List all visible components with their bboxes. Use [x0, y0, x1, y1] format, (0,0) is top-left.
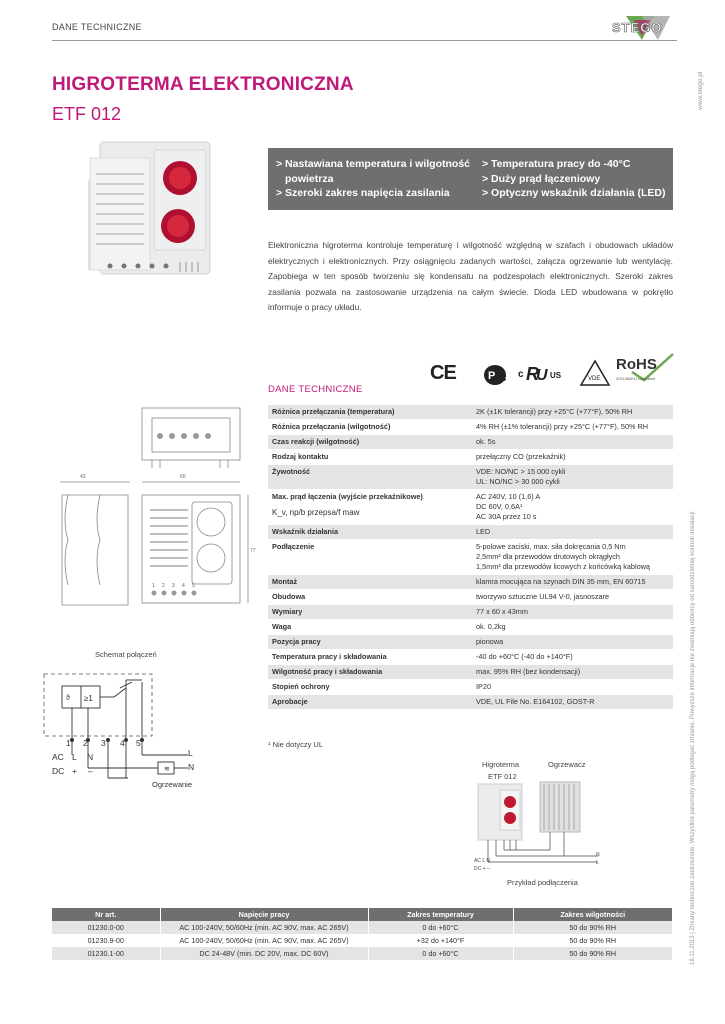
spec-label-cell — [268, 695, 472, 710]
spec-value-cell — [472, 540, 673, 575]
spec-row — [268, 450, 673, 465]
ul-c-mark: c — [518, 369, 524, 380]
spec-value-cell — [472, 490, 673, 525]
vde-icon — [580, 360, 610, 386]
spec-value: 1,5mm² dla przewodów licowych z końcówką kablową — [476, 562, 650, 571]
order-cell: 01230.9-00 — [52, 934, 160, 947]
spec-value-cell — [472, 620, 673, 635]
spec-row — [268, 650, 673, 665]
ul-icon — [526, 362, 550, 384]
schematic-plus: + — [72, 766, 77, 776]
schematic-l: L — [72, 752, 77, 762]
order-cell: 01230.1-00 — [52, 947, 160, 960]
header-rule — [52, 40, 677, 41]
order-cell: 50 do 90% RH — [513, 934, 673, 947]
spec-value: ok. 0,2kg — [476, 622, 506, 631]
spec-label: Pozycja pracy — [272, 637, 321, 646]
product-photo — [88, 140, 220, 288]
feature-item: > Duży prąd łączeniowy — [482, 172, 601, 185]
order-cell: 0 do +60°C — [368, 921, 513, 934]
order-row — [52, 934, 673, 947]
svg-text:R: R — [526, 364, 539, 384]
spec-value-cell — [472, 420, 673, 435]
svg-text:VDE: VDE — [588, 376, 601, 382]
spec-value-cell — [472, 435, 673, 450]
spec-row — [268, 575, 673, 590]
spec-value: 4% RH (±1% tolerancji) przy +25°C (+77°F), 50% RH — [476, 422, 649, 431]
svg-text:≋: ≋ — [164, 766, 170, 773]
spec-label-cell — [268, 650, 472, 665]
spec-value: IP20 — [476, 682, 492, 691]
schematic-out-l: L — [188, 748, 193, 758]
spec-row — [268, 680, 673, 695]
schematic-ac: AC — [52, 752, 64, 762]
spec-label-cell — [268, 465, 472, 490]
heater-label: Ogrzewanie — [152, 780, 193, 789]
spec-label-cell — [268, 620, 472, 635]
order-table — [52, 908, 673, 960]
spec-value: UL: NO/NC > 30 000 cykli — [476, 477, 560, 486]
spec-label: Obudowa — [272, 592, 306, 601]
example-heater-label: Ogrzewacz — [548, 760, 586, 769]
spec-value: VDE: NO/NC > 15 000 cykli — [476, 467, 566, 476]
spec-label-cell — [268, 590, 472, 605]
spec-row — [268, 540, 673, 575]
spec-value-cell — [472, 680, 673, 695]
rohs-note: 2011/65/EU compliant — [616, 376, 656, 381]
spec-value-cell — [472, 525, 673, 540]
order-cell: AC 100-240V, 50/60Hz (min. AC 90V, max. AC 265V) — [160, 921, 368, 934]
spec-label-cell — [268, 680, 472, 695]
feature-box — [268, 148, 673, 210]
order-cell: 50 do 90% RH — [513, 947, 673, 960]
page-title: HIGROTERMA ELEKTRONICZNA — [52, 74, 354, 95]
example-dc: DC + – — [474, 866, 490, 872]
dim-width: 60 — [180, 474, 186, 480]
spec-row — [268, 665, 673, 680]
spec-label-cell — [268, 405, 472, 420]
spec-value-cell — [472, 465, 673, 490]
svg-text:≥1: ≥1 — [84, 694, 93, 703]
feature-item: > Temperatura pracy do -40°C — [482, 158, 631, 170]
schematic-terminal: 3 — [101, 738, 106, 748]
example-n: N — [596, 852, 600, 858]
schematic-terminal: 1 — [66, 738, 71, 748]
gost-icon — [484, 364, 510, 386]
spec-value-cell — [472, 635, 673, 650]
order-cell: AC 100-240V, 50/60Hz (min. AC 90V, max. AC 265V) — [160, 934, 368, 947]
spec-label-cell — [268, 490, 472, 525]
spec-value: AC 30A przez 10 s — [476, 512, 537, 521]
spec-row — [268, 605, 673, 620]
schematic-dc: DC — [52, 766, 65, 776]
ul-us-mark: US — [550, 371, 562, 380]
drawing-terminal: 4 — [182, 583, 185, 589]
order-cell: 0 do +60°C — [368, 947, 513, 960]
svg-text:ϑ: ϑ — [66, 695, 70, 702]
spec-value: AC 240V, 10 (1,6) A — [476, 492, 541, 501]
spec-value: DC 60V, 0,6A¹ — [476, 502, 523, 511]
feature-list-right — [482, 157, 672, 201]
order-header: Napięcie pracy — [160, 908, 368, 921]
svg-text:U: U — [536, 367, 548, 384]
spec-value-cell — [472, 575, 673, 590]
spec-value: VDE, UL File No. E164102, GOST-R — [476, 697, 595, 706]
spec-label: Różnica przełączania (temperatura) — [272, 407, 395, 416]
spec-value: 2,5mm² dla przewodów drutowych okrągłych — [476, 552, 620, 561]
spec-label: Max. prąd łączenia (wyjście przekaźnikowe) — [272, 492, 423, 501]
spec-label-cell — [268, 540, 472, 575]
spec-value-cell — [472, 650, 673, 665]
spec-label-cell — [268, 575, 472, 590]
spec-label: Różnica przełączania (wilgotność) — [272, 422, 391, 431]
order-header: Zakres wilgotności — [513, 908, 673, 921]
spec-label-cell — [268, 635, 472, 650]
example-device-label: Higroterma — [482, 760, 520, 769]
side-disclaimer: 18.11.2013 | Zmiany techniczne zastrzeżone. Wszystkie parametry mogą podlegać zmianie. Powyższe informacje nie zwalniają odbiorcy od samodzielnej kontroli instalacji. — [690, 510, 696, 965]
spec-value-cell — [472, 665, 673, 680]
spec-label: Rodzaj kontaktu — [272, 452, 329, 461]
spec-row — [268, 420, 673, 435]
spec-value: ok. 5s — [476, 437, 496, 446]
order-header: Nr art. — [52, 908, 160, 921]
logo-text: STEGO — [612, 20, 663, 35]
spec-label: Wskaźnik działania — [272, 527, 339, 536]
order-cell: 01230.0-00 — [52, 921, 160, 934]
spec-label: Żywotność — [272, 467, 311, 476]
drawing-terminal: 1 — [152, 583, 155, 589]
spec-label-cell — [268, 605, 472, 620]
spec-label: Wilgotność pracy i składowania — [272, 667, 383, 676]
drawing-terminal: 5 — [192, 583, 195, 589]
product-description: Elektroniczna higroterma kontroluje temperaturę i wilgotność względną w szafach i obudowach układów elektrycznych i elektronicznych. Przy osiągnięciu zadanych wartości, załącza ogrzewanie lub wentylację. Zapobiega w ten sposób tworzeniu się kondensatu na podzespołach elektronicznych. Szeroki zakres zasilania pozwala na zastosowanie urządzenia na całym świecie. Dioda LED wbudowana w pokrętło informuje o pracy układu. — [268, 240, 673, 312]
dim-depth: 43 — [80, 474, 86, 480]
spec-row — [268, 525, 673, 540]
spec-label-cell — [268, 665, 472, 680]
spec-label: Czas reakcji (wilgotność) — [272, 437, 360, 446]
spec-value: max. 95% RH (bez kondensacji) — [476, 667, 581, 676]
schematic-title: Schemat połączeń — [95, 650, 157, 659]
spec-label: Wymiary — [272, 607, 303, 616]
order-cell: 50 do 90% RH — [513, 921, 673, 934]
feature-item: > Optyczny wskaźnik działania (LED) — [482, 187, 666, 199]
certification-logos — [430, 352, 675, 392]
order-cell: +32 do +140°F — [368, 934, 513, 947]
spec-value: pionowa — [476, 637, 504, 646]
spec-row — [268, 620, 673, 635]
spec-value: tworzywo sztuczne UL94 V-0, jasnoszare — [476, 592, 610, 601]
order-header: Zakres temperatury — [368, 908, 513, 921]
spec-label: Temperatura pracy i składowania — [272, 652, 387, 661]
dimension-drawing — [60, 400, 255, 605]
example-device-model: ETF 012 — [488, 772, 517, 781]
spec-value: LED — [476, 527, 491, 536]
example-caption: Przykład podłączenia — [507, 878, 578, 887]
example-l: L — [596, 860, 599, 866]
page-subtitle: ETF 012 — [52, 104, 122, 124]
spec-value-cell — [472, 450, 673, 465]
spec-value: klamra mocująca na szynach DIN 35 mm, EN 60715 — [476, 577, 646, 586]
spec-label-cell — [268, 450, 472, 465]
spec-section-title: DANE TECHNICZNE — [268, 384, 363, 395]
spec-value-cell — [472, 405, 673, 420]
order-row — [52, 921, 673, 934]
spec-value-cell — [472, 605, 673, 620]
wiring-schematic — [40, 660, 240, 795]
example-ac: AC L N — [474, 858, 490, 864]
spec-value-cell — [472, 695, 673, 710]
spec-value: przełączny CO (przekaźnik) — [476, 452, 566, 461]
schematic-terminal: 2 — [83, 738, 88, 748]
drawing-terminal: 3 — [172, 583, 175, 589]
spec-row — [268, 695, 673, 710]
ce-mark: CE — [430, 362, 456, 384]
spec-footnote: ¹ Nie dotyczy UL — [268, 740, 324, 749]
spec-value: 5-polowe zaciski, max. siła dokręcania 0,5 Nm — [476, 542, 626, 551]
spec-row — [268, 490, 673, 525]
spec-label: Waga — [272, 622, 292, 631]
spec-row — [268, 435, 673, 450]
stego-logo — [598, 10, 678, 42]
feature-item: > Nastawiana temperatura i wilgotność powietrza — [276, 158, 471, 185]
dim-height: 77 — [250, 548, 256, 554]
svg-text:P: P — [488, 370, 496, 382]
spec-label-cell — [268, 435, 472, 450]
spec-label: Montaż — [272, 577, 298, 586]
schematic-n: N — [87, 752, 94, 762]
spec-value: -40 do +60°C (-40 do +140°F) — [476, 652, 573, 661]
spec-label-cell — [268, 420, 472, 435]
spec-row — [268, 635, 673, 650]
svg-text:C: C — [500, 373, 507, 383]
schematic-minus: – — [88, 766, 93, 776]
spec-value-cell — [472, 590, 673, 605]
spec-row — [268, 405, 673, 420]
spec-label-extra: K_v, np/b przepsa/f maw — [272, 508, 360, 517]
schematic-out-n: N — [188, 762, 195, 772]
spec-label: Stopień ochrony — [272, 682, 330, 691]
spec-label: Aprobacje — [272, 697, 308, 706]
schematic-terminal: 5 — [136, 738, 141, 748]
schematic-terminal: 4 — [120, 738, 125, 748]
order-cell: DC 24-48V (min. DC 20V, max. DC 60V) — [160, 947, 368, 960]
drawing-terminal: 2 — [162, 583, 165, 589]
rohs-mark: RoHS — [616, 356, 657, 373]
feature-list-left — [276, 157, 481, 201]
spec-label: Podłączenie — [272, 542, 315, 551]
spec-label-cell — [268, 525, 472, 540]
header-section-label: DANE TECHNICZNE — [52, 22, 142, 32]
feature-item: > Szeroki zakres napięcia zasilania — [276, 187, 450, 199]
spec-row — [268, 590, 673, 605]
website-vertical: www.stego.pl — [697, 71, 704, 110]
spec-value: 77 x 60 x 43mm — [476, 607, 528, 616]
spec-table — [268, 405, 673, 710]
connection-example — [470, 780, 605, 880]
spec-value: 2K (±1K tolerancji) przy +25°C (+77°F), 50% RH — [476, 407, 633, 416]
spec-row — [268, 465, 673, 490]
order-row — [52, 947, 673, 960]
